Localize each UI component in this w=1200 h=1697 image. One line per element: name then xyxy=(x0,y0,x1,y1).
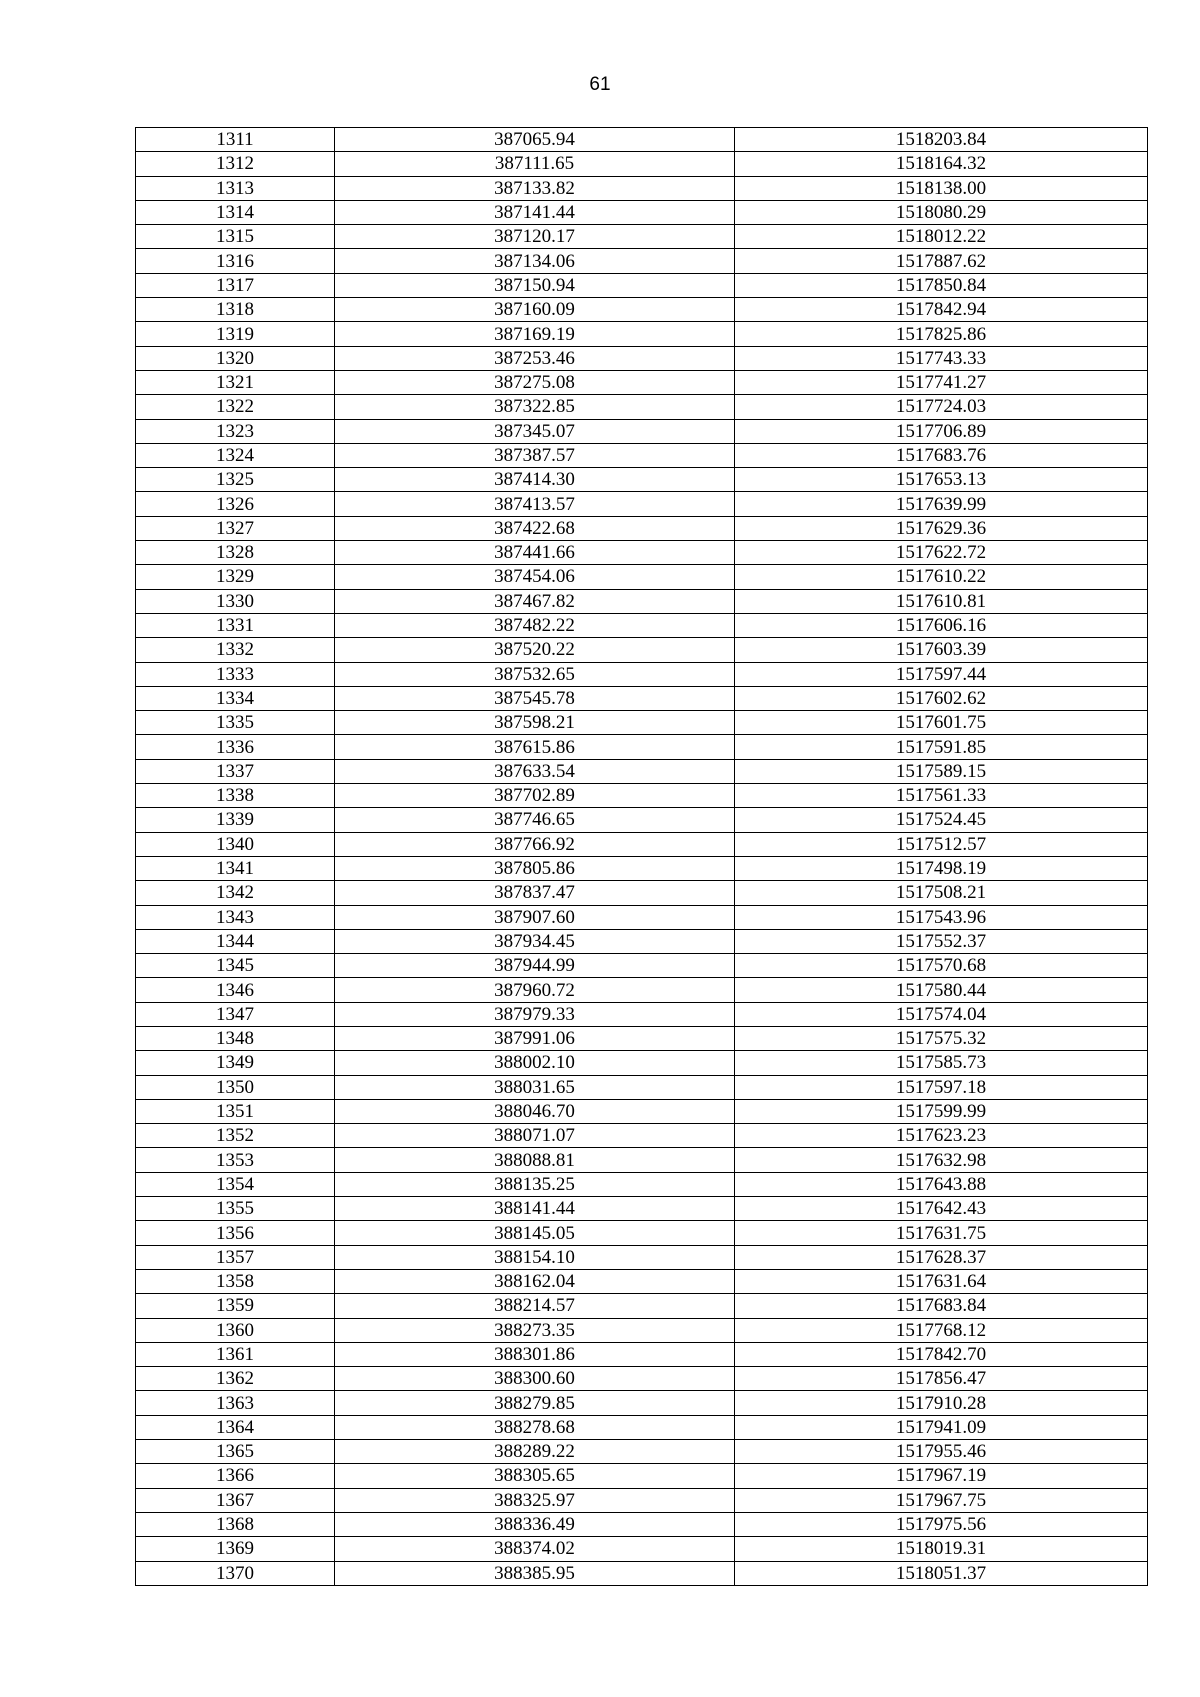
table-row xyxy=(136,565,1148,589)
x-coordinate-cell: 387633.54 xyxy=(335,759,735,783)
point-number-cell: 1354 xyxy=(136,1172,335,1196)
point-number-cell: 1331 xyxy=(136,613,335,637)
point-number-cell: 1329 xyxy=(136,565,335,589)
y-coordinate-cell: 1518164.32 xyxy=(735,152,1148,176)
x-coordinate-cell: 387253.46 xyxy=(335,346,735,370)
table-row xyxy=(136,978,1148,1002)
y-coordinate-cell: 1517552.37 xyxy=(735,929,1148,953)
y-coordinate-cell: 1517642.43 xyxy=(735,1197,1148,1221)
y-coordinate-cell: 1517631.75 xyxy=(735,1221,1148,1245)
y-coordinate-cell: 1517603.39 xyxy=(735,638,1148,662)
table-row xyxy=(136,468,1148,492)
x-coordinate-cell: 388135.25 xyxy=(335,1172,735,1196)
x-coordinate-cell: 387960.72 xyxy=(335,978,735,1002)
x-coordinate-cell: 387413.57 xyxy=(335,492,735,516)
x-coordinate-cell: 387133.82 xyxy=(335,176,735,200)
y-coordinate-cell: 1517724.03 xyxy=(735,395,1148,419)
x-coordinate-cell: 387934.45 xyxy=(335,929,735,953)
x-coordinate-cell: 387120.17 xyxy=(335,225,735,249)
y-coordinate-cell: 1517850.84 xyxy=(735,273,1148,297)
y-coordinate-cell: 1518138.00 xyxy=(735,176,1148,200)
y-coordinate-cell: 1517706.89 xyxy=(735,419,1148,443)
point-number-cell: 1315 xyxy=(136,225,335,249)
point-number-cell: 1357 xyxy=(136,1245,335,1269)
x-coordinate-cell: 388305.65 xyxy=(335,1464,735,1488)
x-coordinate-cell: 387615.86 xyxy=(335,735,735,759)
point-number-cell: 1341 xyxy=(136,856,335,880)
y-coordinate-cell: 1517574.04 xyxy=(735,1002,1148,1026)
x-coordinate-cell: 388002.10 xyxy=(335,1051,735,1075)
y-coordinate-cell: 1517741.27 xyxy=(735,370,1148,394)
x-coordinate-cell: 387837.47 xyxy=(335,881,735,905)
x-coordinate-cell: 387345.07 xyxy=(335,419,735,443)
x-coordinate-cell: 387141.44 xyxy=(335,200,735,224)
y-coordinate-cell: 1517632.98 xyxy=(735,1148,1148,1172)
point-number-cell: 1346 xyxy=(136,978,335,1002)
point-number-cell: 1367 xyxy=(136,1488,335,1512)
table-row xyxy=(136,1026,1148,1050)
point-number-cell: 1313 xyxy=(136,176,335,200)
x-coordinate-cell: 388336.49 xyxy=(335,1512,735,1536)
y-coordinate-cell: 1517768.12 xyxy=(735,1318,1148,1342)
x-coordinate-cell: 387065.94 xyxy=(335,128,735,152)
y-coordinate-cell: 1517524.45 xyxy=(735,808,1148,832)
y-coordinate-cell: 1517597.44 xyxy=(735,662,1148,686)
point-number-cell: 1334 xyxy=(136,686,335,710)
y-coordinate-cell: 1517580.44 xyxy=(735,978,1148,1002)
y-coordinate-cell: 1517967.75 xyxy=(735,1488,1148,1512)
table-row xyxy=(136,832,1148,856)
x-coordinate-cell: 387944.99 xyxy=(335,954,735,978)
x-coordinate-cell: 387545.78 xyxy=(335,686,735,710)
coordinates-table-body xyxy=(136,128,1148,1586)
y-coordinate-cell: 1517631.64 xyxy=(735,1269,1148,1293)
y-coordinate-cell: 1517543.96 xyxy=(735,905,1148,929)
table-row xyxy=(136,1002,1148,1026)
x-coordinate-cell: 388301.86 xyxy=(335,1342,735,1366)
x-coordinate-cell: 388385.95 xyxy=(335,1561,735,1585)
point-number-cell: 1359 xyxy=(136,1294,335,1318)
y-coordinate-cell: 1517610.22 xyxy=(735,565,1148,589)
y-coordinate-cell: 1517589.15 xyxy=(735,759,1148,783)
point-number-cell: 1337 xyxy=(136,759,335,783)
point-number-cell: 1368 xyxy=(136,1512,335,1536)
x-coordinate-cell: 387134.06 xyxy=(335,249,735,273)
x-coordinate-cell: 387422.68 xyxy=(335,516,735,540)
point-number-cell: 1369 xyxy=(136,1537,335,1561)
point-number-cell: 1332 xyxy=(136,638,335,662)
table-row xyxy=(136,784,1148,808)
point-number-cell: 1351 xyxy=(136,1099,335,1123)
x-coordinate-cell: 387979.33 xyxy=(335,1002,735,1026)
x-coordinate-cell: 388162.04 xyxy=(335,1269,735,1293)
table-row xyxy=(136,929,1148,953)
x-coordinate-cell: 387414.30 xyxy=(335,468,735,492)
x-coordinate-cell: 388031.65 xyxy=(335,1075,735,1099)
y-coordinate-cell: 1517597.18 xyxy=(735,1075,1148,1099)
y-coordinate-cell: 1517825.86 xyxy=(735,322,1148,346)
page-number: 61 xyxy=(589,74,611,95)
x-coordinate-cell: 388374.02 xyxy=(335,1537,735,1561)
table-row xyxy=(136,370,1148,394)
table-row xyxy=(136,1512,1148,1536)
y-coordinate-cell: 1517628.37 xyxy=(735,1245,1148,1269)
y-coordinate-cell: 1517967.19 xyxy=(735,1464,1148,1488)
point-number-cell: 1347 xyxy=(136,1002,335,1026)
table-row xyxy=(136,589,1148,613)
point-number-cell: 1327 xyxy=(136,516,335,540)
table-row xyxy=(136,1221,1148,1245)
table-row xyxy=(136,249,1148,273)
x-coordinate-cell: 387520.22 xyxy=(335,638,735,662)
x-coordinate-cell: 388300.60 xyxy=(335,1367,735,1391)
point-number-cell: 1314 xyxy=(136,200,335,224)
point-number-cell: 1336 xyxy=(136,735,335,759)
point-number-cell: 1342 xyxy=(136,881,335,905)
table-row xyxy=(136,662,1148,686)
y-coordinate-cell: 1517599.99 xyxy=(735,1099,1148,1123)
y-coordinate-cell: 1517643.88 xyxy=(735,1172,1148,1196)
point-number-cell: 1350 xyxy=(136,1075,335,1099)
y-coordinate-cell: 1517570.68 xyxy=(735,954,1148,978)
y-coordinate-cell: 1517561.33 xyxy=(735,784,1148,808)
y-coordinate-cell: 1517602.62 xyxy=(735,686,1148,710)
table-row xyxy=(136,1415,1148,1439)
table-row xyxy=(136,686,1148,710)
y-coordinate-cell: 1517610.81 xyxy=(735,589,1148,613)
point-number-cell: 1343 xyxy=(136,905,335,929)
x-coordinate-cell: 387150.94 xyxy=(335,273,735,297)
table-row xyxy=(136,346,1148,370)
point-number-cell: 1366 xyxy=(136,1464,335,1488)
table-row xyxy=(136,735,1148,759)
table-row xyxy=(136,1294,1148,1318)
y-coordinate-cell: 1517498.19 xyxy=(735,856,1148,880)
x-coordinate-cell: 387766.92 xyxy=(335,832,735,856)
table-row xyxy=(136,1245,1148,1269)
x-coordinate-cell: 387387.57 xyxy=(335,443,735,467)
x-coordinate-cell: 388088.81 xyxy=(335,1148,735,1172)
table-row xyxy=(136,1464,1148,1488)
y-coordinate-cell: 1517629.36 xyxy=(735,516,1148,540)
x-coordinate-cell: 388141.44 xyxy=(335,1197,735,1221)
table-row xyxy=(136,856,1148,880)
x-coordinate-cell: 388273.35 xyxy=(335,1318,735,1342)
point-number-cell: 1326 xyxy=(136,492,335,516)
x-coordinate-cell: 387322.85 xyxy=(335,395,735,419)
y-coordinate-cell: 1517622.72 xyxy=(735,541,1148,565)
x-coordinate-cell: 388071.07 xyxy=(335,1124,735,1148)
x-coordinate-cell: 387746.65 xyxy=(335,808,735,832)
point-number-cell: 1361 xyxy=(136,1342,335,1366)
x-coordinate-cell: 387532.65 xyxy=(335,662,735,686)
x-coordinate-cell: 388214.57 xyxy=(335,1294,735,1318)
point-number-cell: 1365 xyxy=(136,1440,335,1464)
table-row xyxy=(136,298,1148,322)
table-row xyxy=(136,1318,1148,1342)
x-coordinate-cell: 387482.22 xyxy=(335,613,735,637)
x-coordinate-cell: 387454.06 xyxy=(335,565,735,589)
point-number-cell: 1352 xyxy=(136,1124,335,1148)
point-number-cell: 1328 xyxy=(136,541,335,565)
y-coordinate-cell: 1517910.28 xyxy=(735,1391,1148,1415)
y-coordinate-cell: 1518080.29 xyxy=(735,200,1148,224)
table-row xyxy=(136,1440,1148,1464)
table-row xyxy=(136,638,1148,662)
x-coordinate-cell: 388279.85 xyxy=(335,1391,735,1415)
y-coordinate-cell: 1517856.47 xyxy=(735,1367,1148,1391)
x-coordinate-cell: 388145.05 xyxy=(335,1221,735,1245)
point-number-cell: 1355 xyxy=(136,1197,335,1221)
x-coordinate-cell: 387111.65 xyxy=(335,152,735,176)
y-coordinate-cell: 1517585.73 xyxy=(735,1051,1148,1075)
table-row xyxy=(136,200,1148,224)
x-coordinate-cell: 387702.89 xyxy=(335,784,735,808)
y-coordinate-cell: 1517683.84 xyxy=(735,1294,1148,1318)
point-number-cell: 1322 xyxy=(136,395,335,419)
y-coordinate-cell: 1517941.09 xyxy=(735,1415,1148,1439)
x-coordinate-cell: 388046.70 xyxy=(335,1099,735,1123)
table-row xyxy=(136,176,1148,200)
x-coordinate-cell: 388289.22 xyxy=(335,1440,735,1464)
x-coordinate-cell: 388154.10 xyxy=(335,1245,735,1269)
x-coordinate-cell: 387169.19 xyxy=(335,322,735,346)
point-number-cell: 1338 xyxy=(136,784,335,808)
point-number-cell: 1333 xyxy=(136,662,335,686)
x-coordinate-cell: 387805.86 xyxy=(335,856,735,880)
point-number-cell: 1325 xyxy=(136,468,335,492)
x-coordinate-cell: 387441.66 xyxy=(335,541,735,565)
table-row xyxy=(136,1488,1148,1512)
point-number-cell: 1358 xyxy=(136,1269,335,1293)
table-row xyxy=(136,1342,1148,1366)
point-number-cell: 1340 xyxy=(136,832,335,856)
coordinates-table xyxy=(135,127,1148,1586)
table-row xyxy=(136,322,1148,346)
y-coordinate-cell: 1517623.23 xyxy=(735,1124,1148,1148)
point-number-cell: 1345 xyxy=(136,954,335,978)
y-coordinate-cell: 1517639.99 xyxy=(735,492,1148,516)
table-row xyxy=(136,808,1148,832)
table-row xyxy=(136,128,1148,152)
table-row xyxy=(136,225,1148,249)
point-number-cell: 1317 xyxy=(136,273,335,297)
table-row xyxy=(136,1172,1148,1196)
y-coordinate-cell: 1517743.33 xyxy=(735,346,1148,370)
y-coordinate-cell: 1517842.70 xyxy=(735,1342,1148,1366)
point-number-cell: 1320 xyxy=(136,346,335,370)
table-row xyxy=(136,273,1148,297)
table-row xyxy=(136,1391,1148,1415)
x-coordinate-cell: 387467.82 xyxy=(335,589,735,613)
y-coordinate-cell: 1517591.85 xyxy=(735,735,1148,759)
table-row xyxy=(136,152,1148,176)
y-coordinate-cell: 1517887.62 xyxy=(735,249,1148,273)
table-row xyxy=(136,1197,1148,1221)
table-row xyxy=(136,881,1148,905)
x-coordinate-cell: 388278.68 xyxy=(335,1415,735,1439)
y-coordinate-cell: 1517955.46 xyxy=(735,1440,1148,1464)
y-coordinate-cell: 1517842.94 xyxy=(735,298,1148,322)
table-row xyxy=(136,905,1148,929)
point-number-cell: 1353 xyxy=(136,1148,335,1172)
x-coordinate-cell: 387275.08 xyxy=(335,370,735,394)
y-coordinate-cell: 1517512.57 xyxy=(735,832,1148,856)
table-row xyxy=(136,1099,1148,1123)
table-row xyxy=(136,1269,1148,1293)
table-row xyxy=(136,1561,1148,1585)
table-row xyxy=(136,1537,1148,1561)
y-coordinate-cell: 1517975.56 xyxy=(735,1512,1148,1536)
table-row xyxy=(136,954,1148,978)
x-coordinate-cell: 387598.21 xyxy=(335,711,735,735)
table-row xyxy=(136,443,1148,467)
y-coordinate-cell: 1517575.32 xyxy=(735,1026,1148,1050)
y-coordinate-cell: 1518012.22 xyxy=(735,225,1148,249)
y-coordinate-cell: 1518019.31 xyxy=(735,1537,1148,1561)
point-number-cell: 1311 xyxy=(136,128,335,152)
table-row xyxy=(136,1148,1148,1172)
point-number-cell: 1344 xyxy=(136,929,335,953)
point-number-cell: 1323 xyxy=(136,419,335,443)
x-coordinate-cell: 387991.06 xyxy=(335,1026,735,1050)
point-number-cell: 1339 xyxy=(136,808,335,832)
table-row xyxy=(136,759,1148,783)
y-coordinate-cell: 1518051.37 xyxy=(735,1561,1148,1585)
table-row xyxy=(136,541,1148,565)
x-coordinate-cell: 388325.97 xyxy=(335,1488,735,1512)
point-number-cell: 1316 xyxy=(136,249,335,273)
point-number-cell: 1362 xyxy=(136,1367,335,1391)
point-number-cell: 1330 xyxy=(136,589,335,613)
y-coordinate-cell: 1518203.84 xyxy=(735,128,1148,152)
point-number-cell: 1348 xyxy=(136,1026,335,1050)
y-coordinate-cell: 1517653.13 xyxy=(735,468,1148,492)
table-row xyxy=(136,711,1148,735)
x-coordinate-cell: 387160.09 xyxy=(335,298,735,322)
table-row xyxy=(136,395,1148,419)
table-row xyxy=(136,613,1148,637)
y-coordinate-cell: 1517601.75 xyxy=(735,711,1148,735)
point-number-cell: 1318 xyxy=(136,298,335,322)
table-row xyxy=(136,492,1148,516)
point-number-cell: 1360 xyxy=(136,1318,335,1342)
point-number-cell: 1370 xyxy=(136,1561,335,1585)
table-row xyxy=(136,419,1148,443)
point-number-cell: 1364 xyxy=(136,1415,335,1439)
table-row xyxy=(136,1051,1148,1075)
table-row xyxy=(136,516,1148,540)
point-number-cell: 1349 xyxy=(136,1051,335,1075)
point-number-cell: 1363 xyxy=(136,1391,335,1415)
y-coordinate-cell: 1517508.21 xyxy=(735,881,1148,905)
point-number-cell: 1324 xyxy=(136,443,335,467)
point-number-cell: 1321 xyxy=(136,370,335,394)
y-coordinate-cell: 1517683.76 xyxy=(735,443,1148,467)
table-row xyxy=(136,1367,1148,1391)
point-number-cell: 1312 xyxy=(136,152,335,176)
point-number-cell: 1319 xyxy=(136,322,335,346)
point-number-cell: 1356 xyxy=(136,1221,335,1245)
table-row xyxy=(136,1124,1148,1148)
point-number-cell: 1335 xyxy=(136,711,335,735)
x-coordinate-cell: 387907.60 xyxy=(335,905,735,929)
y-coordinate-cell: 1517606.16 xyxy=(735,613,1148,637)
table-row xyxy=(136,1075,1148,1099)
